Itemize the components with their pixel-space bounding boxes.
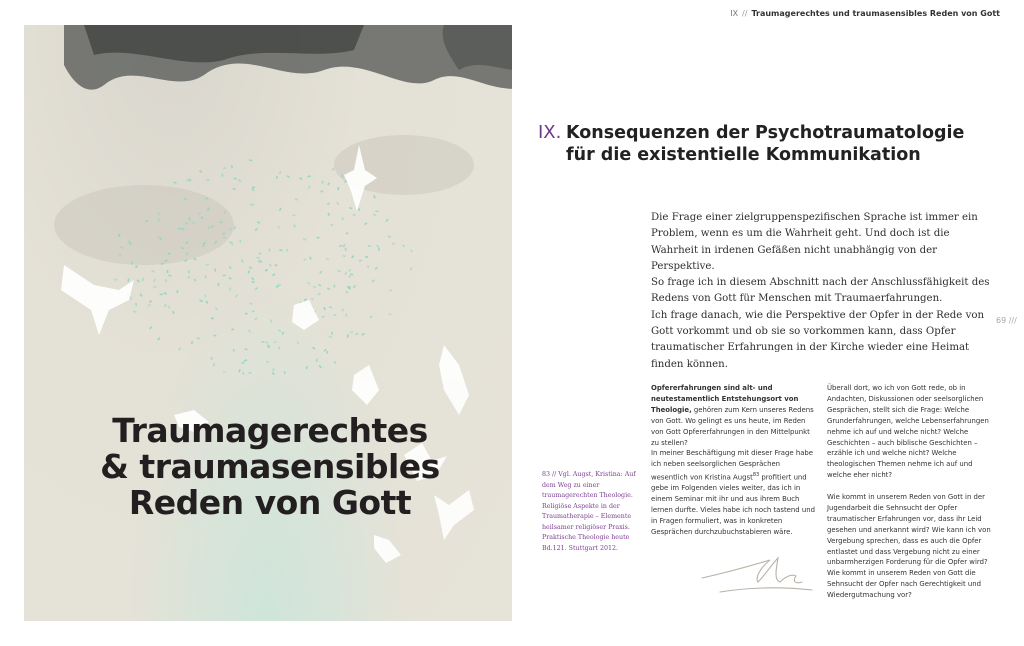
chapter-title-line1: Konsequenzen der Psychotraumatologie [566,123,965,143]
dove-icon [352,365,379,405]
cover-illustration [24,25,512,621]
intro-paragraph: Ich frage danach, wie die Perspektive der Opfer in der Rede von Gott vorkommt und ob sie so vorkommen kann, dass Opfer traumatischer Erfahrungen in der Kirche wieder eine Heimat finden können. [651,309,985,370]
chapter-number: IX. [538,122,562,143]
body-column-right [827,383,997,601]
running-head-title: Traumagerechtes und traumasensibles Reden von Gott [751,9,1000,18]
cover-title [100,413,440,521]
running-head [730,9,1000,18]
cover-title-line: Traumagerechtes [112,411,428,450]
bold-lead: Opfererfahrungen sind alt- und neutestamentlich Entstehungsort von Theologie, [651,384,799,414]
dove-icon [374,535,401,563]
cover-title-line: Reden von Gott [128,483,412,522]
running-head-separator: // [742,9,748,18]
body-column-left [651,383,816,538]
running-head-number: IX [730,9,739,18]
dove-icon [61,265,134,335]
dove-icon [434,490,474,540]
body-text: gehören zum Kern unseres Redens von Gott. Wo gelingt es uns heute, im Reden von Gott Opfererfahrungen in den Mittelpunkt zu stellen? [651,405,814,447]
footnote-ref: 83 [752,472,760,479]
intro-paragraph: Die Frage einer zielgruppenspezifischen Sprache ist immer ein Problem, wenn es um die Wahrheit geht. Und doch ist die Wahrheit in irdenen Gefäßen nicht unabhängig von der Perspektive. [651,212,978,272]
top-ink-splash [64,25,512,115]
body-paragraph: Überall dort, wo ich von Gott rede, ob in Andachten, Diskussionen oder seelsorglichen Gesprächen, stellt sich die Frage: Welche Grunderfahrungen, welche Lebenserfahrungen nehme ich auf und welche nicht? Welche Geschichten – auch biblische Geschichten – erzähle ich und welche nicht? Welche theologischen Themen nehme ich auf und welche eher nicht? [827,384,989,480]
body-paragraph [651,448,816,538]
body-text: In meiner Beschäftigung mit dieser Frage habe ich neben seelsorglichen Gesprächen wesentlich von Kristina Augst [651,449,814,482]
dove-icon [439,345,469,415]
intro-paragraph: So frage ich in diesem Abschnitt nach der Anschlussfähigkeit des Redens von Gott für Menschen mit Traumaerfahrungen. [651,277,990,305]
chapter-title [566,122,964,166]
cover-title-line: & traumasensibles [100,447,440,486]
body-paragraph: Wie kommt in unserem Reden von Gott in der Jugendarbeit die Sehnsucht der Opfer traumatischer Erfahrungen vor, dass ihr Leid gesehen und anerkannt wird? Wie kann ich von Vergebung sprechen, dass es auch die Opfer entlastet und dass Vergebung nicht zu einer unbarmherzigen Forderung für die Opfer wird? Wie kommt in unserem Reden von Gott die Sehnsucht der Opfer nach Gerechtigkeit und Wiedergutmachung vor? [827,493,991,600]
body-text: profitiert und gebe im Folgenden vieles weiter, das ich in einem Seminar mit ihr und aus ihrem Buch lernen durfte. Vieles habe ich noch tastend und in Fragen formuliert, was in konkreten Gesprächen durchzubuchstabieren wäre. [651,473,815,537]
footnote: 83 // Vgl. Augst, Kristina: Auf dem Weg zu einer traumagerechten Theologie. Religiöse Aspekte in der Traumatherapie – Elemente heilsamer religiöser Praxis. Praktische Theologie heute Bd.121. Stuttgart 2012. [542,471,636,552]
body-paragraph [651,383,816,448]
signature-scribble [700,548,815,603]
page-number: 69 /// [996,316,1017,325]
chapter-title-line2: für die existentielle Kommunikation [566,145,921,165]
intro-text [651,210,996,373]
dove-icon [292,300,319,330]
